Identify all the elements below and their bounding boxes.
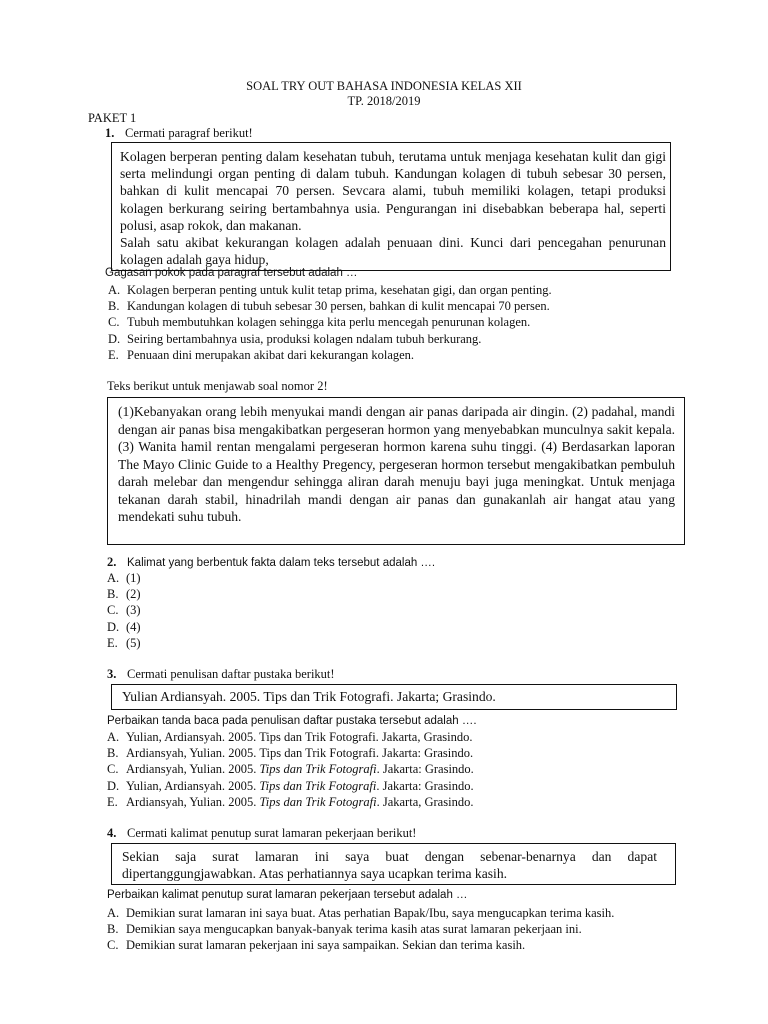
question-3-prompt: 3. Cermati penulisan daftar pustaka berikut! xyxy=(107,667,335,681)
option[interactable]: A. Yulian, Ardiansyah. 2005. Tips dan Trik Fotografi. Jakarta, Grasindo. xyxy=(107,730,473,744)
option[interactable]: E. (5) xyxy=(107,635,141,650)
package-label: PAKET 1 xyxy=(88,111,137,125)
citation-box xyxy=(111,684,677,710)
question-3-stem: Perbaikan tanda baca pada penulisan daftar pustaka tersebut adalah …. xyxy=(107,715,477,727)
passage-paragraph: Kolagen berperan penting dalam kesehatan tubuh, terutama untuk menjaga kesehatan kulit dan gigi serta melindungi organ penting di dalam tubuh. Kandungan kolagen di tubuh sebesar 30 persen, bahkan di kulit mencapai 70 persen. Sevcara alami, tubuh memiliki kolagen, tetapi produksi kolagen berkurang seiring bertambahnya usia. Pengurangan ini disebabkan beberapa hal, seperti polusi, asap rokok, dan makanan. xyxy=(120,149,666,233)
question-4-stem: Perbaikan kalimat penutup surat lamaran pekerjaan tersebut adalah … xyxy=(107,889,468,901)
question-4-options xyxy=(107,905,614,954)
option[interactable]: C. (3) xyxy=(107,603,141,618)
question-2-stem: 2. Kalimat yang berbentuk fakta dalam teks tersebut adalah …. xyxy=(107,555,436,569)
passage-paragraph: (1)Kebanyakan orang lebih menyukai mandi dengan air panas daripada air dingin. (2) padahal, mandi dengan air panas bisa mengakibatkan pergeseran hormon yang menyebabkan munculnya sakit kepala. (3) Wanita hamil rentan mengalami pergeseran hormon karena suhu tinggi. (4) Berdasarkan laporan The Mayo Clinic Guide to a Healthy Pregency, pergeseran hormon tersebut mengakibatkan pembuluh darah melebar dan mengendur sehingga aliran darah menuju bayi juga meningkat. Untuk menjaga tekanan darah stabil, hinadrilah mandi dengan air panas dan gunakanlah air hangat atau yang mendekati suhu tubuh. xyxy=(118,404,675,524)
option[interactable]: D. Yulian, Ardiansyah. 2005. Tips dan Trik Fotografi. Jakarta: Grasindo. xyxy=(107,778,474,793)
option[interactable]: D. Seiring bertambahnya usia, produksi kolagen ndalam tubuh berkurang. xyxy=(108,331,482,346)
option[interactable]: B. Kandungan kolagen di tubuh sebesar 30 persen, bahkan di kulit mencapai 70 persen. xyxy=(108,299,550,314)
question-number: 1. xyxy=(105,126,115,140)
option[interactable]: B. Ardiansyah, Yulian. 2005. Tips dan Trik Fotografi. Jakarta: Grasindo. xyxy=(107,746,474,761)
question-1-options xyxy=(108,282,552,363)
passage-paragraph: Sekian saja surat lamaran ini saya buat dengan sebenar-benarnya dan dapat dipertanggungjawabkan. Atas perhatiannya saya ucapkan terima kasih. xyxy=(122,849,657,882)
option[interactable]: E. Penuaan dini merupakan akibat dari kekurangan kolagen. xyxy=(108,347,415,362)
document-title: SOAL TRY OUT BAHASA INDONESIA KELAS XII xyxy=(246,79,522,93)
option[interactable]: D. (4) xyxy=(107,619,141,634)
passage-paragraph: Salah satu akibat kekurangan kolagen adalah penuaan dini. Kunci dari pencegahan penurunan kolagen adalah gaya hidup, xyxy=(120,235,666,268)
question-1-prompt: 1. Cermati paragraf berikut! xyxy=(105,126,253,140)
option[interactable]: B. Demikian saya mengucapkan banyak-banyak terima kasih atas surat lamaran pekerjaan ini. xyxy=(107,922,582,937)
passage-box-4 xyxy=(111,843,676,885)
question-3-options xyxy=(107,729,474,810)
passage-box-2 xyxy=(107,397,685,545)
option[interactable]: C. Ardiansyah, Yulian. 2005. Tips dan Trik Fotografi. Jakarta: Grasindo. xyxy=(107,762,474,777)
option[interactable]: A. Demikian surat lamaran ini saya buat. Atas perhatian Bapak/Ibu, saya mengucapkan terima kasih. xyxy=(107,906,615,920)
option[interactable]: E. Ardiansyah, Yulian. 2005. Tips dan Trik Fotografi. Jakarta, Grasindo. xyxy=(107,794,474,809)
question-2-options xyxy=(107,570,141,651)
school-year: TP. 2018/2019 xyxy=(347,94,421,108)
option[interactable]: B. (2) xyxy=(107,587,141,602)
option[interactable]: C. Tubuh membutuhkan kolagen sehingga kita perlu mencegah penurunan kolagen. xyxy=(108,315,531,330)
option[interactable]: C. Demikian surat lamaran pekerjaan ini saya sampaikan. Sekian dan terima kasih. xyxy=(107,938,526,953)
question-1-stem: Gagasan pokok pada paragraf tersebut adalah … xyxy=(105,267,358,279)
option[interactable]: A. Kolagen berperan penting untuk kulit tetap prima, kesehatan gigi, dan organ penting. xyxy=(108,283,552,297)
citation-text: Yulian Ardiansyah. 2005. Tips dan Trik Fotografi. Jakarta; Grasindo. xyxy=(122,689,496,704)
question-4-prompt: 4. Cermati kalimat penutup surat lamaran pekerjaan berikut! xyxy=(107,826,417,840)
question-2-intro: Teks berikut untuk menjawab soal nomor 2! xyxy=(107,379,328,393)
option[interactable]: A. (1) xyxy=(107,571,141,585)
passage-box-1 xyxy=(111,142,671,271)
